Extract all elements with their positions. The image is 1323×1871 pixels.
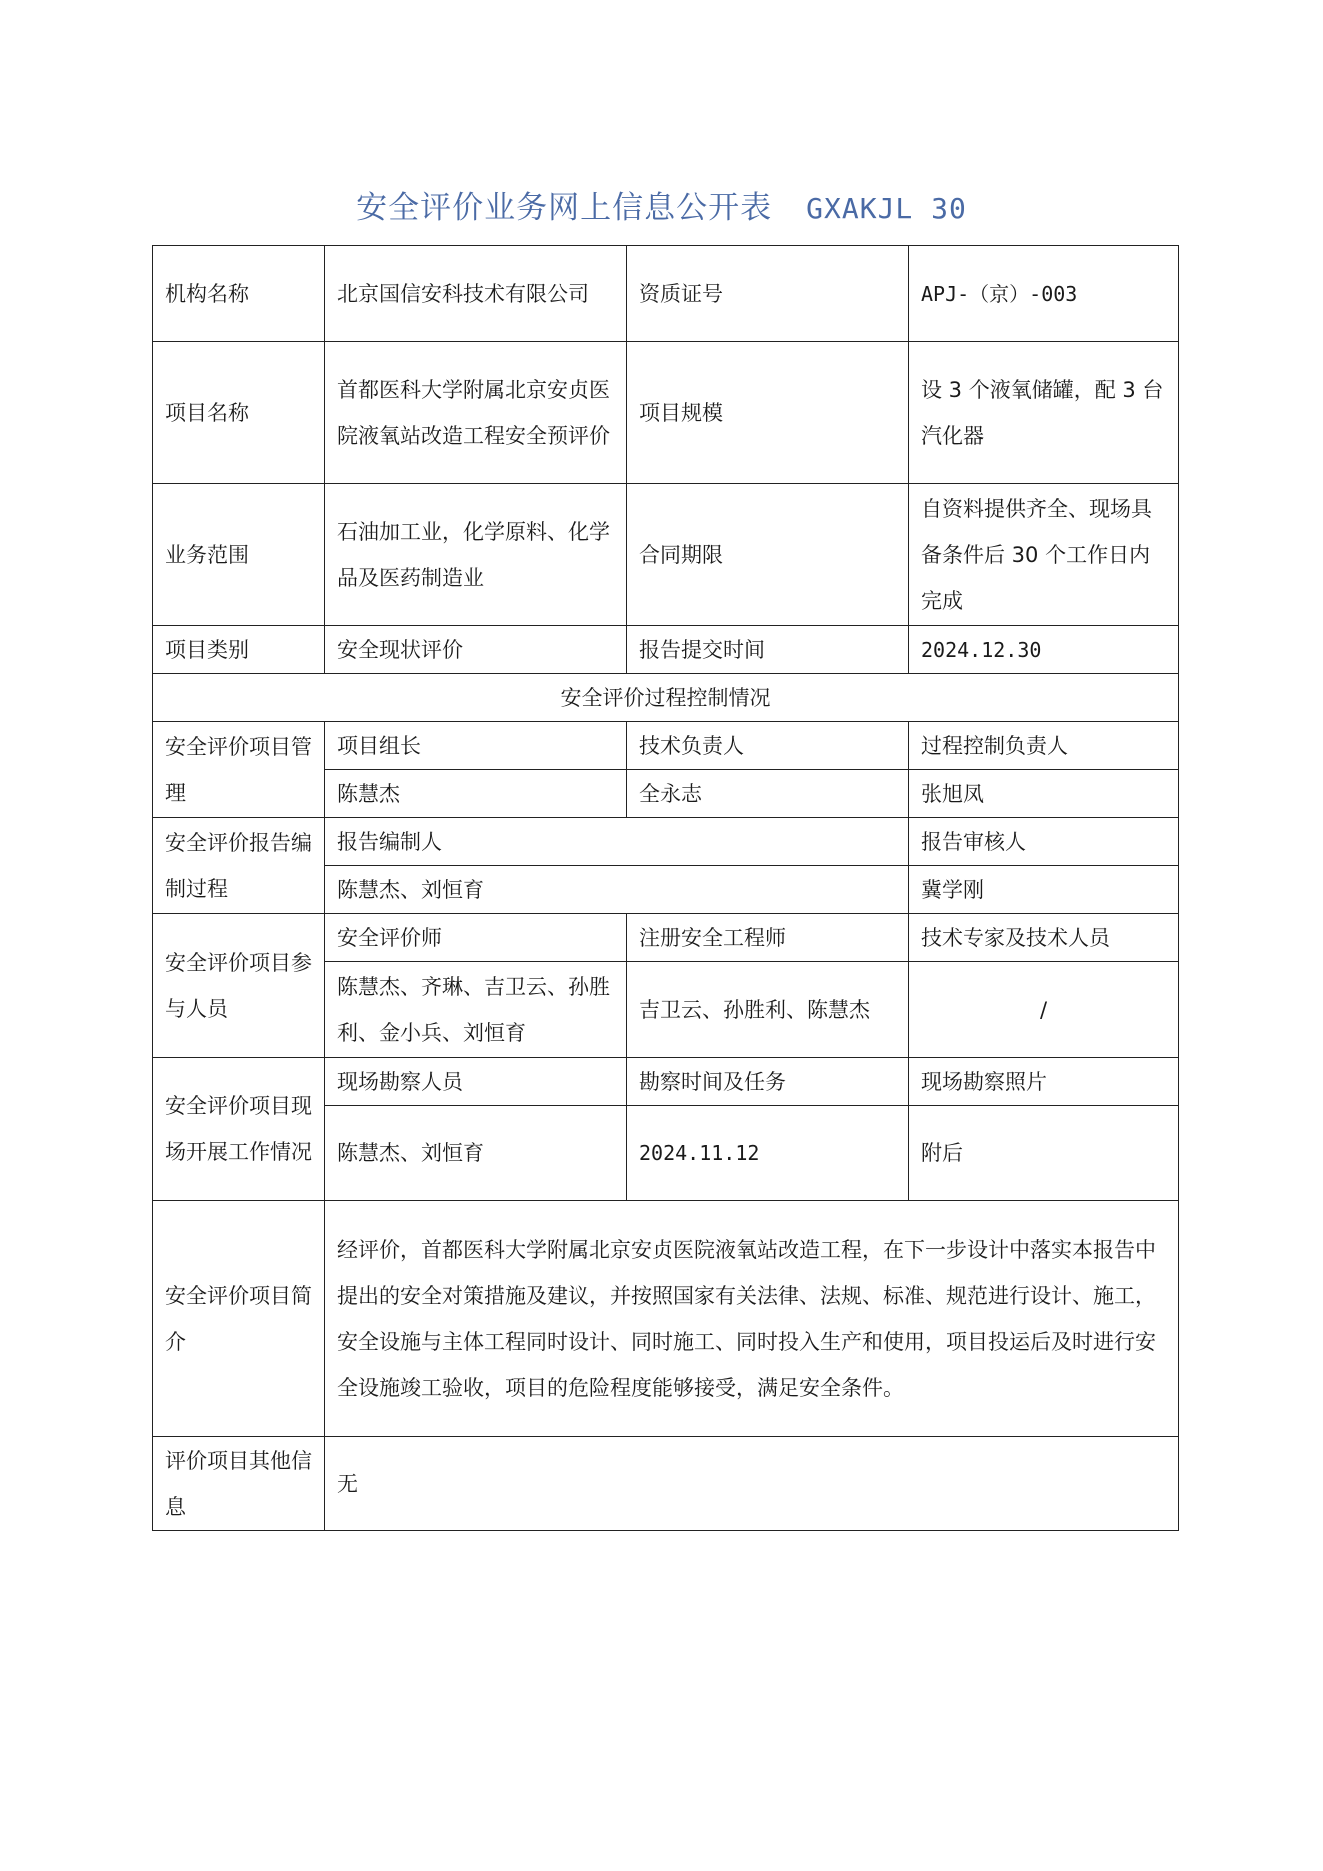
period-label: 合同期限: [627, 484, 909, 626]
category-label: 项目类别: [153, 626, 325, 674]
site-v3: 附后: [909, 1106, 1179, 1201]
submit-label: 报告提交时间: [627, 626, 909, 674]
management-v3: 张旭凤: [909, 770, 1179, 818]
org-value: 北京国信安科技术有限公司: [325, 246, 627, 342]
submit-value: 2024.12.30: [909, 626, 1179, 674]
participants-h2: 注册安全工程师: [627, 914, 909, 962]
site-v1: 陈慧杰、刘恒育: [325, 1106, 627, 1201]
site-label: 安全评价项目现场开展工作情况: [153, 1058, 325, 1201]
project-scale-value: 设 3 个液氧储罐，配 3 台汽化器: [909, 342, 1179, 484]
info-table: [152, 245, 1179, 1531]
site-h3: 现场勘察照片: [909, 1058, 1179, 1106]
process-header: 安全评价过程控制情况: [153, 674, 1179, 722]
management-h1: 项目组长: [325, 722, 627, 770]
org-label: 机构名称: [153, 246, 325, 342]
row-management-head: [153, 722, 1179, 770]
row-category: [153, 626, 1179, 674]
management-v1: 陈慧杰: [325, 770, 627, 818]
period-value: 自资料提供齐全、现场具备条件后 30 个工作日内完成: [909, 484, 1179, 626]
project-scale-label: 项目规模: [627, 342, 909, 484]
row-report-head: [153, 818, 1179, 866]
row-business: [153, 484, 1179, 626]
page-title: [0, 182, 1323, 227]
participants-v1: 陈慧杰、齐琳、吉卫云、孙胜利、金小兵、刘恒育: [325, 962, 627, 1058]
cert-value: APJ-（京）-003: [909, 246, 1179, 342]
row-summary: [153, 1201, 1179, 1437]
management-label: 安全评价项目管理: [153, 722, 325, 818]
other-value: 无: [325, 1437, 1179, 1531]
cert-label: 资质证号: [627, 246, 909, 342]
summary-text: 经评价，首都医科大学附属北京安贞医院液氧站改造工程，在下一步设计中落实本报告中提出的安全对策措施及建议，并按照国家有关法律、法规、标准、规范进行设计、施工，安全设施与主体工程同时设计、同时施工、同时投入生产和使用，项目投运后及时进行安全设施竣工验收，项目的危险程度能够接受，满足安全条件。: [325, 1201, 1179, 1437]
report-h1: 报告编制人: [325, 818, 909, 866]
site-h1: 现场勘察人员: [325, 1058, 627, 1106]
participants-h3: 技术专家及技术人员: [909, 914, 1179, 962]
management-v2: 全永志: [627, 770, 909, 818]
report-h2: 报告审核人: [909, 818, 1179, 866]
management-h3: 过程控制负责人: [909, 722, 1179, 770]
site-h2: 勘察时间及任务: [627, 1058, 909, 1106]
row-org: [153, 246, 1179, 342]
report-v1: 陈慧杰、刘恒育: [325, 866, 909, 914]
scope-label: 业务范围: [153, 484, 325, 626]
doc-code: GXAKJL 30: [806, 192, 967, 225]
summary-label: 安全评价项目简介: [153, 1201, 325, 1437]
title-text: 安全评价业务网上信息公开表: [356, 190, 773, 226]
row-project: [153, 342, 1179, 484]
participants-h1: 安全评价师: [325, 914, 627, 962]
report-v2: 冀学刚: [909, 866, 1179, 914]
row-site-head: [153, 1058, 1179, 1106]
scope-value: 石油加工业，化学原料、化学品及医药制造业: [325, 484, 627, 626]
row-participants-head: [153, 914, 1179, 962]
row-other: [153, 1437, 1179, 1531]
participants-label: 安全评价项目参与人员: [153, 914, 325, 1058]
row-process-header: [153, 674, 1179, 722]
project-name-value: 首都医科大学附属北京安贞医院液氧站改造工程安全预评价: [325, 342, 627, 484]
category-value: 安全现状评价: [325, 626, 627, 674]
site-v2: 2024.11.12: [627, 1106, 909, 1201]
management-h2: 技术负责人: [627, 722, 909, 770]
participants-v3: /: [909, 962, 1179, 1058]
participants-v2: 吉卫云、孙胜利、陈慧杰: [627, 962, 909, 1058]
other-label: 评价项目其他信息: [153, 1437, 325, 1531]
project-name-label: 项目名称: [153, 342, 325, 484]
report-label: 安全评价报告编制过程: [153, 818, 325, 914]
